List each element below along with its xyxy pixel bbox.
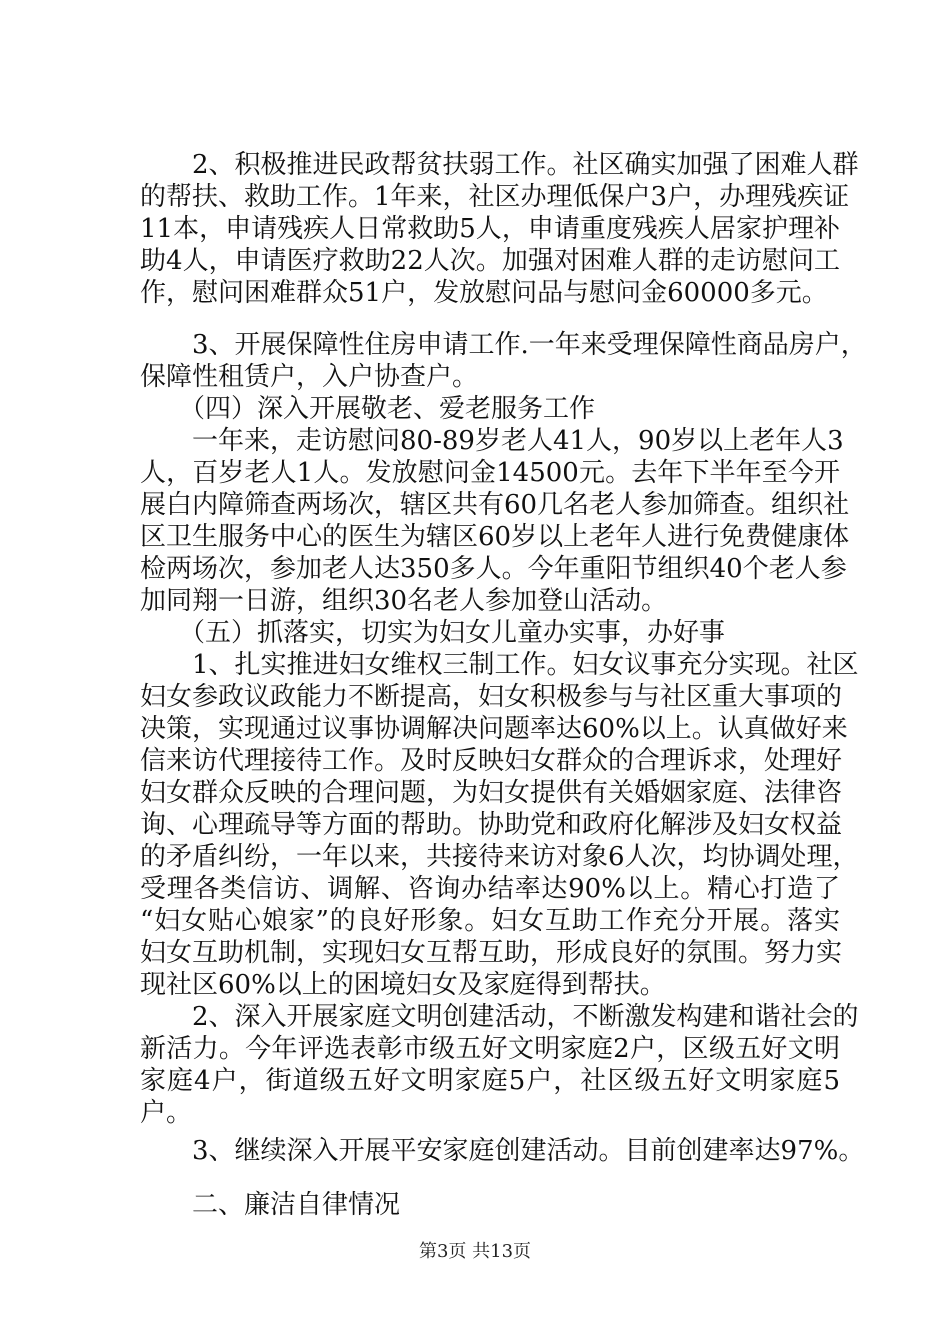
paragraph-line: 家庭4户，街道级五好文明家庭5户，社区级五好文明家庭5	[140, 1066, 840, 1096]
paragraph-line: 1、扎实推进妇女维权三制工作。妇女议事充分实现。社区	[140, 650, 859, 680]
paragraph-line: 一年来，走访慰问80-89岁老人41人，90岁以上老年人3	[140, 426, 844, 456]
paragraph-line: 人，百岁老人1人。发放慰问金14500元。去年下半年至今开	[140, 458, 840, 488]
paragraph-line: 区卫生服务中心的医生为辖区60岁以上老年人进行免费健康体	[140, 522, 850, 552]
paragraph-line: 妇女参政议政能力不断提高，妇女积极参与与社区重大事项的	[140, 682, 843, 712]
section-heading: （五）抓落实，切实为妇女儿童办实事，办好事	[140, 618, 726, 648]
paragraph-line: 保障性租赁户，入户协查户。	[140, 362, 479, 392]
paragraph-line: 3、开展保障性住房申请工作.一年来受理保障性商品房户，	[140, 330, 867, 360]
paragraph-line: 展白内障筛查两场次，辖区共有60几名老人参加筛查。组织社	[140, 490, 850, 520]
paragraph-line: 妇女群众反映的合理问题，为妇女提供有关婚姻家庭、法律咨	[140, 778, 843, 808]
paragraph-line: 检两场次，参加老人达350多人。今年重阳节组织40个老人参	[140, 554, 847, 584]
paragraph-line: “妇女贴心娘家”的良好形象。妇女互助工作充分开展。落实	[140, 906, 840, 936]
paragraph-line: 妇女互助机制，实现妇女互帮互助，形成良好的氛围。努力实	[140, 938, 843, 968]
section-heading: 二、廉洁自律情况	[140, 1190, 401, 1220]
paragraph-line: 户。	[140, 1098, 193, 1128]
paragraph-line: 作，慰问困难群众51户，发放慰问品与慰问金60000多元。	[140, 278, 828, 308]
paragraph-line: 加同翔一日游，组织30名老人参加登山活动。	[140, 586, 668, 616]
paragraph-line: 助4人，申请医疗救助22人次。加强对困难人群的走访慰问工	[140, 246, 840, 276]
paragraph-line: 信来访代理接待工作。及时反映妇女群众的合理诉求，处理好	[140, 746, 843, 776]
paragraph-line: 受理各类信访、调解、咨询办结率达90%以上。精心打造了	[140, 874, 840, 904]
paragraph-line: 询、心理疏导等方面的帮助。协助党和政府化解涉及妇女权益	[140, 810, 843, 840]
paragraph-line: 的帮扶、救助工作。1年来，社区办理低保户3户，办理残疾证	[140, 182, 850, 212]
paragraph-line: 11本，申请残疾人日常救助5人，申请重度残疾人居家护理补	[140, 214, 840, 244]
paragraph-line: 2、深入开展家庭文明创建活动，不断激发构建和谐社会的	[140, 1002, 859, 1032]
paragraph-line: 2、积极推进民政帮贫扶弱工作。社区确实加强了困难人群	[140, 150, 859, 180]
paragraph-line: 3、继续深入开展平安家庭创建活动。目前创建率达97%。	[140, 1136, 865, 1166]
section-heading: （四）深入开展敬老、爱老服务工作	[140, 394, 596, 424]
page-number-footer: 第3页 共13页	[418, 1241, 532, 1262]
paragraph-line: 决策，实现通过议事协调解决问题率达60%以上。认真做好来	[140, 714, 848, 744]
paragraph-line: 的矛盾纠纷，一年以来，共接待来访对象6人次，均协调处理，	[140, 842, 859, 872]
paragraph-line: 现社区60%以上的困境妇女及家庭得到帮扶。	[140, 970, 666, 1000]
paragraph-line: 新活力。今年评选表彰市级五好文明家庭2户，区级五好文明	[140, 1034, 840, 1064]
